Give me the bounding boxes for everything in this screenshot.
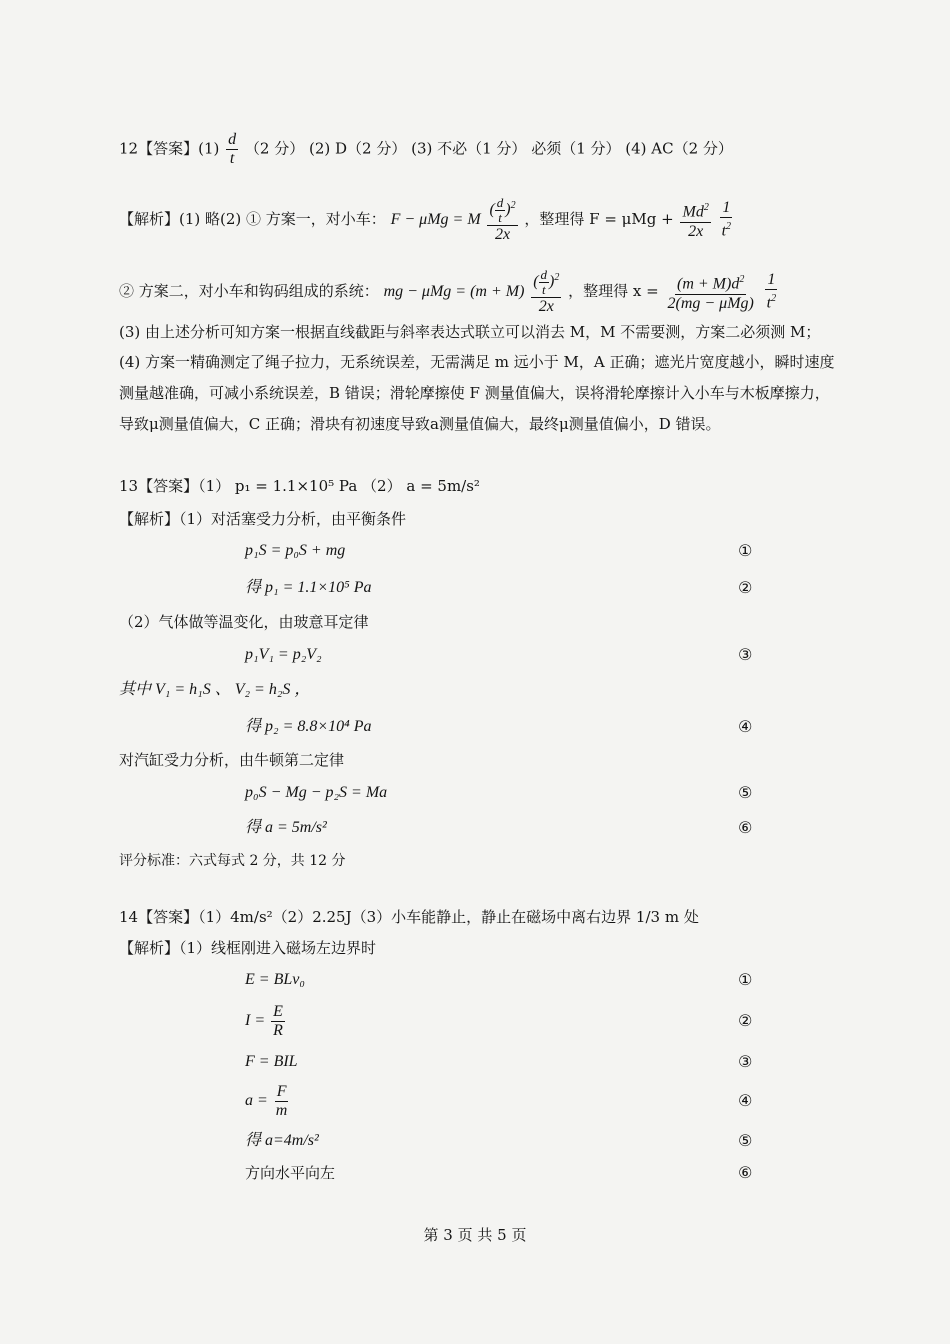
- q13-eq5: p₀S − Mg − p₂S = Ma: [245, 784, 388, 801]
- q12-scheme2: ② 方案二，对小车和钩码组成的系统： mg − μMg = (m + M) ( $\frac{d}{t}$ )$^2$ 2x ，整理得 x = $\frac{(m + M)d^2}{\text{2(mg − μMg)}}$ $\frac{1}{t^2}$: [119, 267, 777, 315]
- marker-2: ②: [738, 1011, 753, 1030]
- marker-1: ①: [738, 970, 753, 989]
- marker-4: ④: [738, 717, 753, 736]
- marker-6: ⑥: [738, 1163, 753, 1182]
- q13-eq6: 得 a = 5m/s²: [245, 819, 327, 836]
- fraction-e-over-r: $\frac{E}{R}$: [273, 1003, 283, 1039]
- fraction-1-over-t2: $\frac{1}{t^2}$: [766, 271, 777, 312]
- q14-eq5: 得 a=4m/s²: [245, 1132, 319, 1149]
- marker-4: ④: [738, 1091, 753, 1110]
- q14-eq6: 方向水平向左: [245, 1164, 336, 1182]
- fraction-1-over-t2: $\frac{1}{t^2}$: [721, 199, 732, 240]
- q12-part4: (4) 方案一精确测定了绳子拉力，无系统误差，无需满足 m 远小于 M，A 正确；遮光片宽度越小，瞬时速度测量越准确，可减小系统误差，B 错误；滑轮摩擦使 F 测量值偏大，误将滑轮摩擦计入小车与木板摩擦力，导致μ测量值偏大，C 正确；滑块有初速度导致a测量值偏大，最终μ测量值偏小，D 错误。: [119, 353, 835, 433]
- q13-eq2: 得 p₁ = 1.1×10⁵ Pa: [245, 579, 372, 596]
- q12-answer: 12【答案】(1) $\frac{d}{t}$ （2 分） (2) D（2 分） (3) 不必（1 分） 必须（1 分） (4) AC（2 分）: [119, 131, 733, 167]
- marker-1: ①: [738, 541, 753, 560]
- q13-eq1: p₁S = p₀S + mg: [245, 542, 346, 559]
- q13-part2: （2）气体做等温变化，由玻意耳定律: [119, 613, 369, 631]
- q13-answer: 13【答案】（1） p₁ = 1.1×10⁵ Pa （2） a = 5m/s²: [119, 477, 480, 495]
- q13-analysis: 【解析】（1）对活塞受力分析，由平衡条件: [119, 510, 407, 528]
- marker-3: ③: [738, 645, 753, 664]
- q14-eq3: F = BIL: [245, 1053, 298, 1070]
- page-number: 第 3 页 共 5 页: [423, 1226, 527, 1244]
- answer-fraction: $\frac{d}{t}$: [228, 131, 237, 167]
- fraction-dt2-over-2x: ( $\frac{d}{t}$ )$^2$ 2x: [489, 195, 516, 243]
- q12-scheme1: 【解析】(1) 略(2) ① 方案一，对小车： F − μMg = M ( $\frac{d}{t}$ )$^2$ 2x ，整理得 F = μMg + $\frac{Md^2}{2x}$ $\frac{1}{t^2}$: [119, 195, 732, 243]
- marker-5: ⑤: [738, 1131, 753, 1150]
- fraction-mMd2: $\frac{(m + M)d^2}{\text{2(mg − μMg)}}$: [665, 271, 755, 312]
- q14-eq1: E = BLv₀: [245, 971, 305, 988]
- q14-answer: 14【答案】（1）4m/s²（2）2.25J（3）小车能静止，静止在磁场中离右边界 1/3 m 处: [119, 908, 699, 926]
- q14-eq4: a = $\frac{F}{m}$: [245, 1083, 288, 1119]
- marker-6: ⑥: [738, 818, 753, 837]
- q13-eq3: p₁V₁ = p₂V₂: [245, 646, 322, 663]
- fraction-md2-over-2x: $\frac{Md^2}{2x}$: [680, 199, 710, 240]
- q14-analysis: 【解析】（1）线框刚进入磁场左边界时: [119, 939, 377, 957]
- q13-where: 其中 V₁ = h₁S 、 V₂ = h₂S ，: [119, 681, 311, 698]
- marker-2: ②: [738, 578, 753, 597]
- marker-3: ③: [738, 1052, 753, 1071]
- q12-part3: (3) 由上述分析可知方案一根据直线截距与斜率表达式联立可以消去 M，M 不需要测，方案二必须测 M；: [119, 323, 821, 341]
- q13-scoring: 评分标准：六式每式 2 分，共 12 分: [119, 853, 346, 869]
- q13-eq4: 得 p₂ = 8.8×10⁴ Pa: [245, 718, 372, 735]
- q13-cylinder: 对汽缸受力分析，由牛顿第二定律: [119, 751, 345, 769]
- marker-5: ⑤: [738, 783, 753, 802]
- q14-eq2: I = $\frac{E}{R}$: [245, 1003, 283, 1039]
- fraction-f-over-m: $\frac{F}{m}$: [275, 1083, 288, 1119]
- fraction-dt2-over-2x: ( $\frac{d}{t}$ )$^2$ 2x: [533, 267, 560, 315]
